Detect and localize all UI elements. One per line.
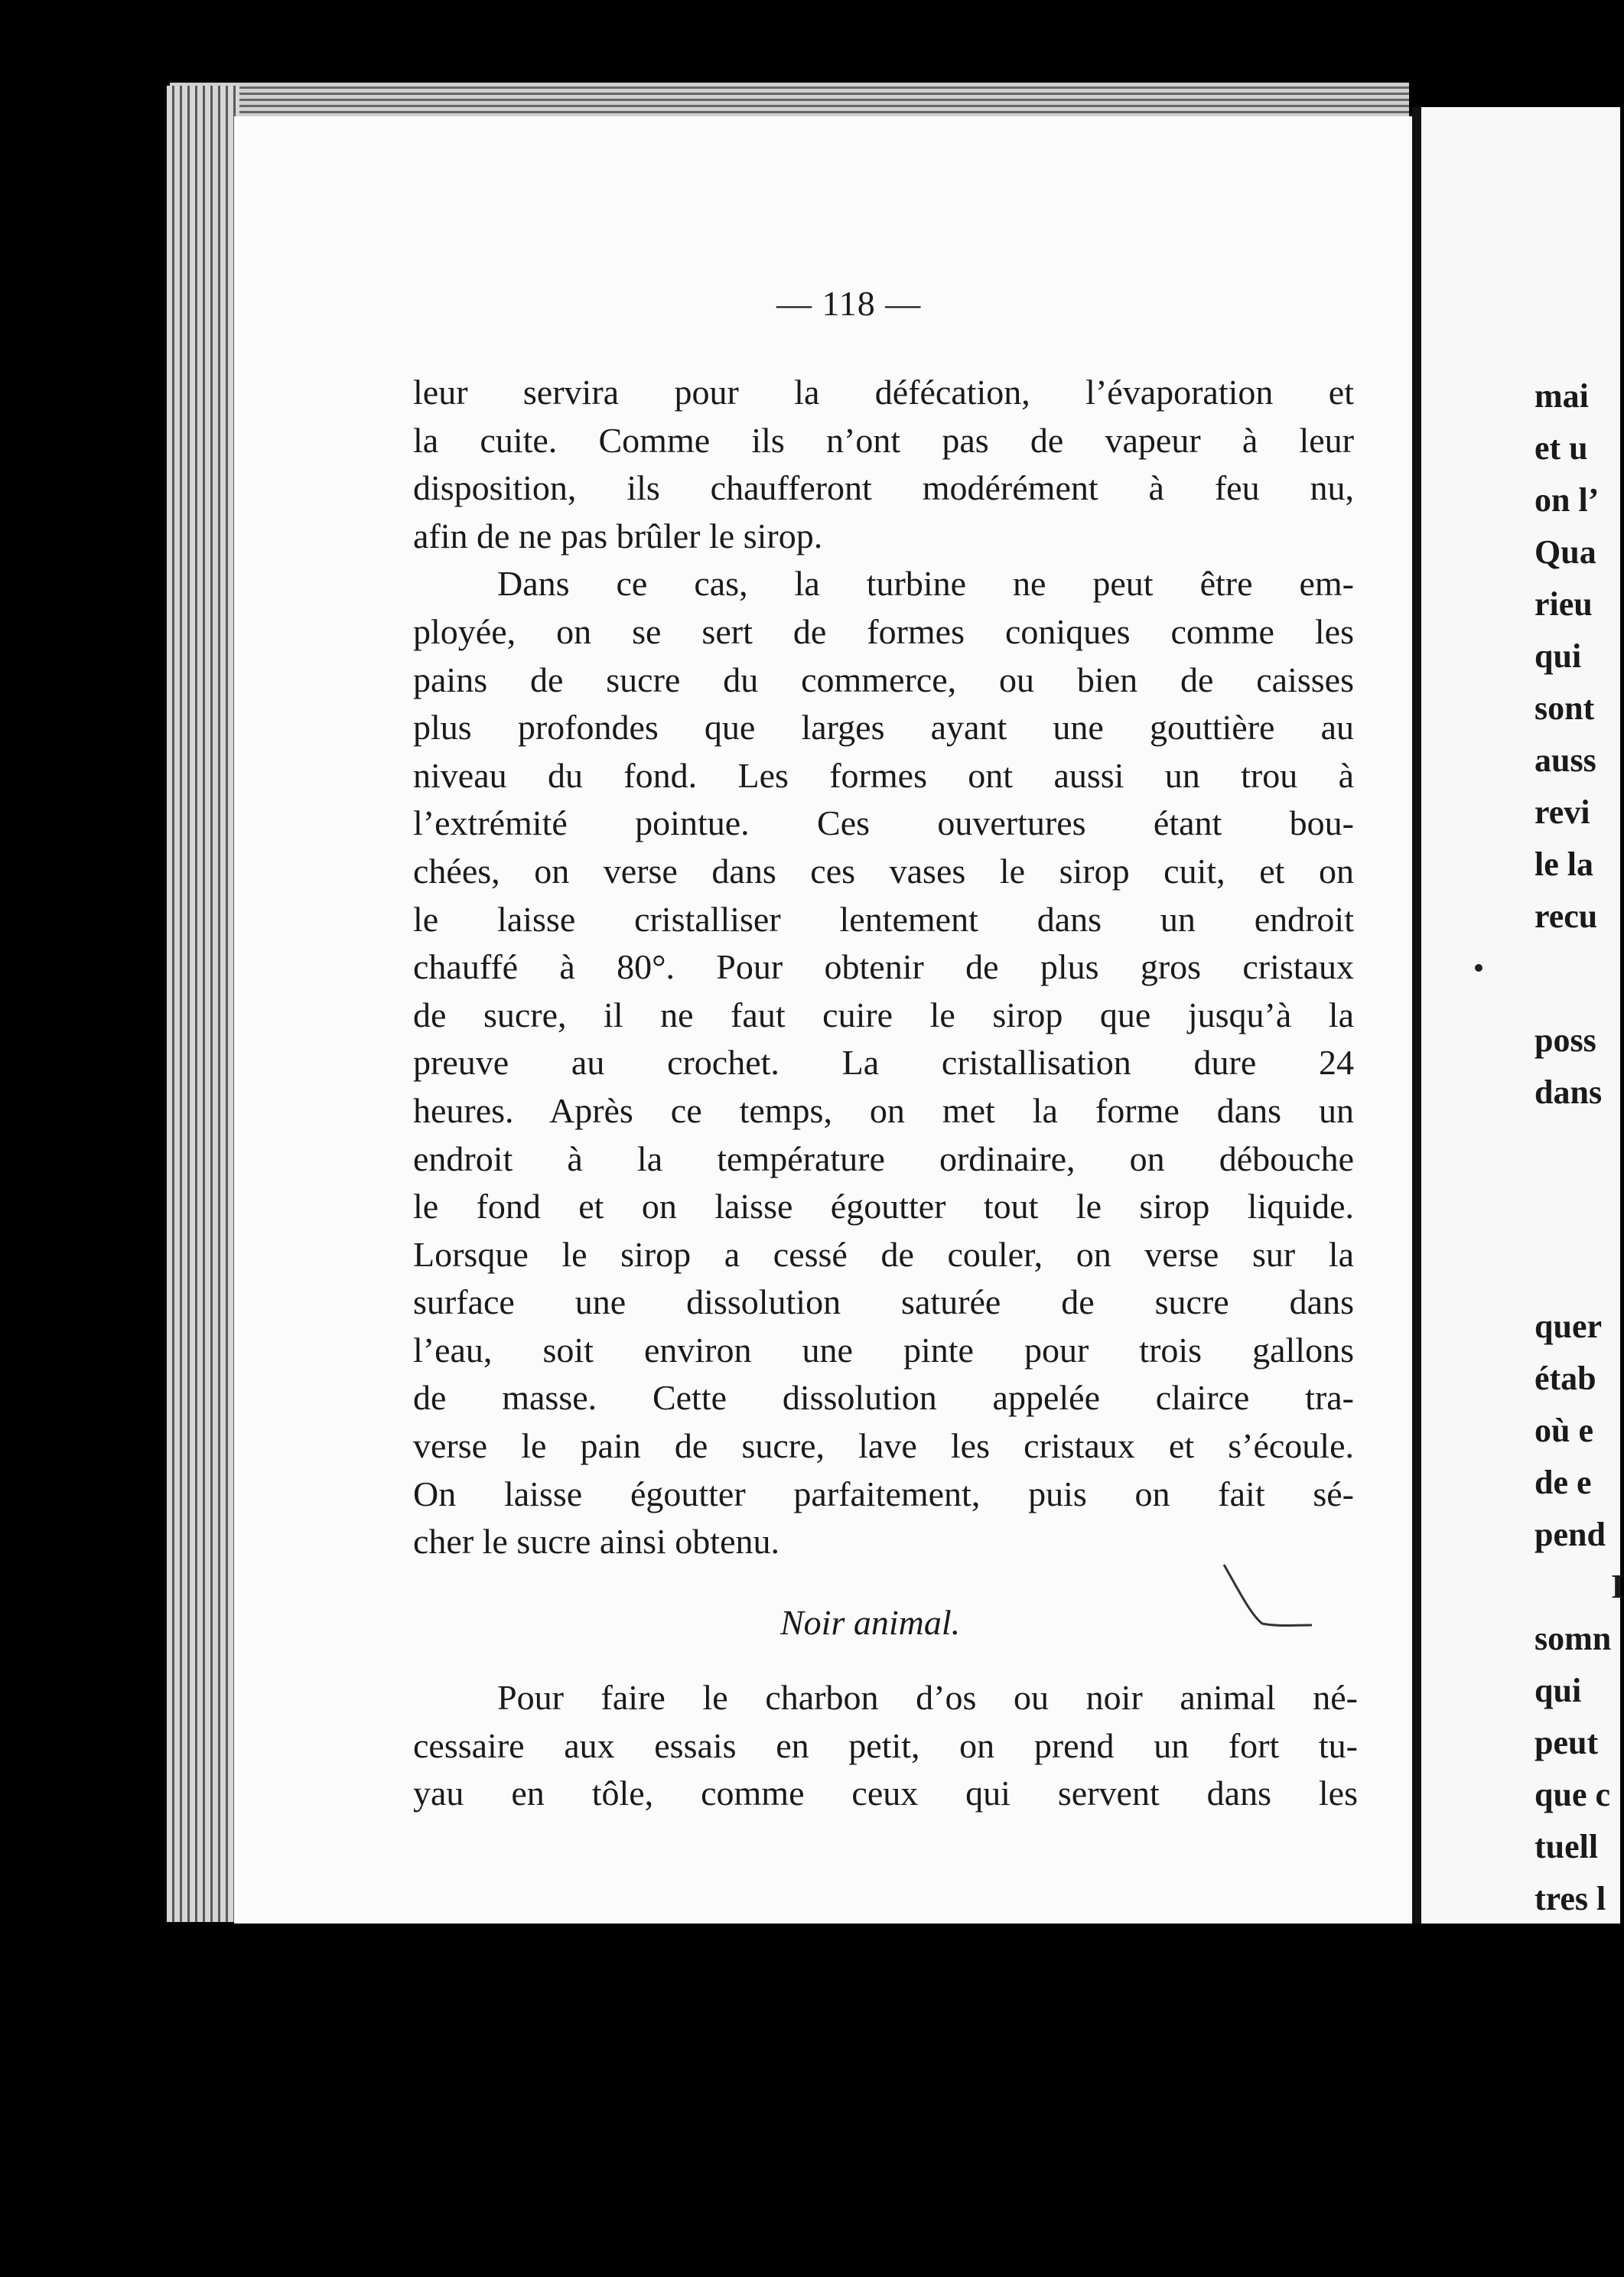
text-line: surface une dissolution saturée de sucre dans bbox=[413, 1282, 1354, 1322]
right-page-fragment: étab bbox=[1535, 1360, 1596, 1397]
right-page-fragment: on l’ bbox=[1535, 481, 1600, 519]
right-page-fragment: tres l bbox=[1535, 1880, 1606, 1917]
text-line: verse le pain de sucre, lave les cristaux et s’écoule. bbox=[413, 1426, 1354, 1466]
text-line: le laisse cristalliser lentement dans un endroit bbox=[413, 899, 1354, 939]
right-page-fragment: où e bbox=[1535, 1412, 1593, 1449]
text-line: de masse. Cette dissolution appelée clairce tra- bbox=[413, 1378, 1354, 1418]
right-page-fragment: recu bbox=[1535, 897, 1598, 935]
right-page-fragment: le la bbox=[1535, 845, 1593, 883]
text-line: afin de ne pas brûler le sirop. bbox=[413, 516, 823, 555]
text-line: Dans ce cas, la turbine ne peut être em- bbox=[497, 564, 1354, 604]
right-page-fragment: qui bbox=[1535, 1672, 1582, 1709]
right-page-fragment: et u bbox=[1535, 429, 1588, 467]
text-line: cher le sucre ainsi obtenu. bbox=[413, 1522, 779, 1562]
right-page-fragment: somn bbox=[1535, 1620, 1612, 1657]
section-heading: Noir animal. bbox=[780, 1603, 961, 1642]
right-page-fragment: mai bbox=[1535, 377, 1589, 415]
text-line: l’eau, soit environ une pinte pour trois gallons bbox=[413, 1330, 1354, 1370]
right-page-fragment: I bbox=[1611, 1568, 1624, 1605]
right-page-fragment: pend bbox=[1535, 1516, 1606, 1553]
text-line: cessaire aux essais en petit, on prend un fort tu- bbox=[413, 1725, 1358, 1765]
body-text-main bbox=[413, 369, 1354, 1566]
text-line: le fond et on laisse égoutter tout le sirop liquide. bbox=[413, 1187, 1354, 1226]
text-line: plus profondes que larges ayant une gouttière au bbox=[413, 708, 1354, 748]
text-line: de sucre, il ne faut cuire le sirop que jusqu’à la bbox=[413, 995, 1354, 1034]
right-page-fragment: peut bbox=[1535, 1724, 1599, 1761]
text-line: leur servira pour la défécation, l’évaporation et bbox=[413, 373, 1354, 412]
right-page-fragment: rieu bbox=[1535, 585, 1593, 623]
right-page-fragment: qui bbox=[1535, 637, 1582, 675]
text-line: disposition, ils chaufferont modérément à feu nu, bbox=[413, 468, 1354, 508]
text-line: ployée, on se sert de formes coniques comme les bbox=[413, 611, 1354, 651]
text-line: Lorsque le sirop a cessé de couler, on verse sur la bbox=[413, 1234, 1354, 1274]
text-line: chauffé à 80°. Pour obtenir de plus gros cristaux bbox=[413, 947, 1354, 987]
text-line: Pour faire le charbon d’os ou noir animal né- bbox=[497, 1678, 1358, 1717]
right-page-fragment: poss bbox=[1535, 1021, 1596, 1059]
text-line: la cuite. Comme ils n’ont pas de vapeur à leur bbox=[413, 420, 1354, 460]
page-number: — 118 — bbox=[776, 284, 922, 323]
right-page-fragment: auss bbox=[1535, 741, 1596, 779]
right-page-fragment: Qua bbox=[1535, 533, 1596, 571]
body-text-section bbox=[413, 1674, 1358, 1818]
page-edges-left bbox=[167, 86, 239, 1922]
text-line: endroit à la température ordinaire, on débouche bbox=[413, 1138, 1354, 1178]
page-edges-top bbox=[170, 83, 1409, 121]
text-line: yau en tôle, comme ceux qui servent dans les bbox=[413, 1774, 1358, 1813]
text-line: niveau du fond. Les formes ont aussi un trou à bbox=[413, 755, 1354, 795]
right-page-fragment: tuell bbox=[1535, 1828, 1599, 1865]
right-page-fragment: que c bbox=[1535, 1776, 1610, 1813]
text-line: l’extrémité pointue. Ces ouvertures étant bou- bbox=[413, 803, 1354, 843]
text-line: pains de sucre du commerce, ou bien de caisses bbox=[413, 660, 1354, 699]
text-line: preuve au crochet. La cristallisation dure 24 bbox=[413, 1043, 1354, 1083]
book-gutter bbox=[1412, 107, 1421, 1924]
text-line: chées, on verse dans ces vases le sirop cuit, et on bbox=[413, 851, 1354, 891]
right-page-fragment: sont bbox=[1535, 689, 1595, 727]
right-page-fragment: de e bbox=[1535, 1464, 1592, 1501]
text-line: heures. Après ce temps, on met la forme dans un bbox=[413, 1090, 1354, 1130]
right-page-fragment: dans bbox=[1535, 1073, 1603, 1111]
ink-speck bbox=[1475, 964, 1482, 972]
right-page-fragment: revi bbox=[1535, 793, 1590, 831]
right-page-fragment: quer bbox=[1535, 1308, 1602, 1345]
text-line: On laisse égoutter parfaitement, puis on fait sé- bbox=[413, 1474, 1354, 1513]
